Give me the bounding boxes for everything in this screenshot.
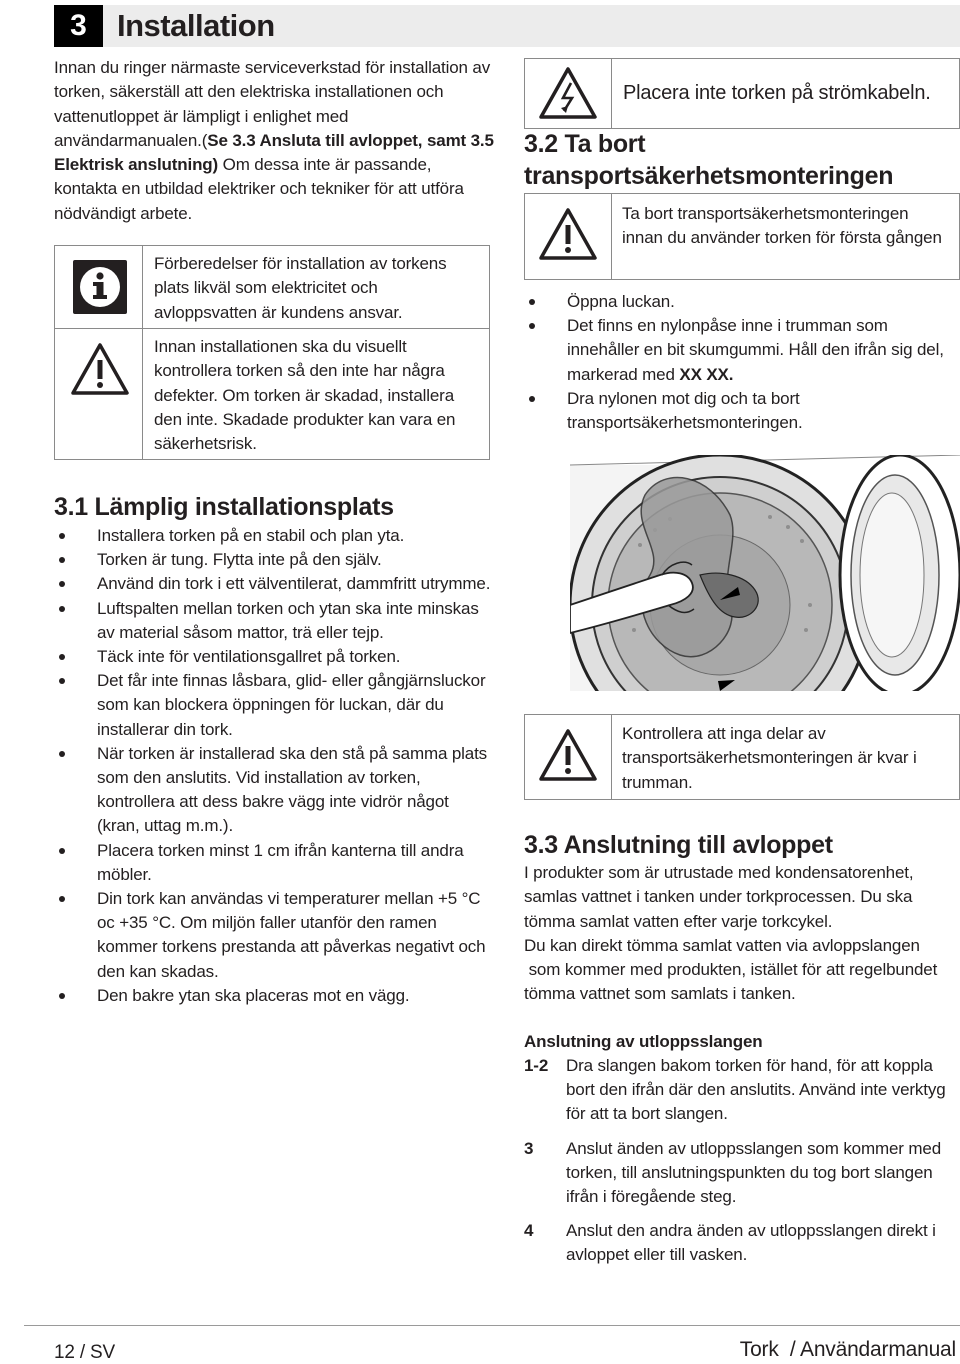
section-3-3-title: 3.3 Anslutning till avloppet: [524, 831, 833, 859]
info-warning-box: [54, 245, 490, 460]
list-item: Använd din tork i ett välventilerat, dammfritt utrymme.: [54, 572, 494, 596]
list-item: Luftspalten mellan torken och ytan ska inte minskas av material såsom mattor, trä eller tejp.: [54, 597, 494, 645]
check-parts-warning-box: [524, 714, 960, 800]
list-item-text: Dra nylonen mot dig och ta bort transportsäkerhetsmonteringen.: [567, 388, 803, 433]
step-text: Anslut änden av utloppsslangen som kommer med torken, till anslutningspunkten du tog bort slangen ifrån i föregående steg.: [566, 1138, 942, 1207]
dryer-drum-illustration: [570, 455, 960, 691]
part-marking: XX XX.: [679, 364, 734, 384]
list-item: Det får inte finnas låsbara, glid- eller gångjärnsluckor som kan blockera öppningen för luckan, där du installerar din tork.: [54, 669, 494, 742]
box-divider-vertical: [142, 246, 143, 459]
list-item: Den bakre ytan ska placeras mot en vägg.: [54, 984, 494, 1008]
section-3-2-title: 3.2 Ta bort transportsäkerhetsmonteringen: [524, 130, 894, 190]
transport-warning-box: [524, 193, 960, 280]
step-text: Anslut den andra änden av utloppsslangen direkt i avloppet eller till vasken.: [566, 1221, 936, 1265]
transport-warning-text: Ta bort transportsäkerhetsmonteringen innan du använder torken för första gången: [622, 204, 942, 248]
info-icon: [73, 260, 127, 314]
list-item: Placera torken minst 1 cm ifrån kanterna till andra möbler.: [54, 839, 494, 887]
intro-paragraph: [54, 56, 494, 226]
power-cable-warning-text: Placera inte torken på strömkabeln.: [623, 82, 931, 104]
electric-warning-icon: [539, 67, 597, 119]
list-item: När torken är installerad ska den stå på samma plats som den anslutits. Vid installation av torken, kontrollera att dess bakre vägg inte vidrör något (kran, uttag m.m.).: [54, 742, 494, 839]
step-number: 1-2: [524, 1056, 549, 1075]
footer-rule: [24, 1325, 960, 1326]
hose-connection-title: Anslutning av utloppsslangen: [524, 1032, 763, 1051]
section-3-3-paragraph-3: som kommer med produkten, istället för att regelbundet tömma vattnet som samlats i tanken.: [524, 960, 942, 1004]
box-divider-horizontal: [55, 328, 489, 329]
intro-text-1: Innan du ringer närmaste serviceverkstad för installation av torken, säkerställ att den elektriska installationen och vattenutloppet är lämpligt i enlighet med användarmanualen.(: [54, 58, 491, 150]
step-item: [524, 1219, 954, 1267]
list-item-text: Det finns en nylonpåse inne i trumman som innehåller en bit skumgummi. Håll den ifrån sig del, markerad med: [567, 316, 944, 384]
list-item: [524, 290, 944, 314]
warning-triangle-icon: [539, 208, 597, 260]
warning-box-text: Innan installationen ska du visuellt kontrollera torken så den inte har några defekter. Om torken är skadad, installera den inte. Skadade produkter kan vara en säkerhetsrisk.: [154, 337, 456, 454]
step-item: [524, 1054, 954, 1127]
intro-reference: Se 3.3 Ansluta till avloppet, samt 3.5 Elektrisk anslutning): [54, 130, 494, 175]
step-text: Dra slangen bakom torken för hand, för att koppla bort den ifrån där den anslutits. Använd inte verktyg för att ta bort slangen.: [566, 1056, 946, 1124]
list-item: [524, 314, 944, 387]
section-3-3-paragraph-1: I produkter som är utrustade med kondensatorenhet, samlas vattnet i tanken under torkprocessen. Du ska tömma samlat vatten efter varje torkcykel.: [524, 863, 914, 931]
list-item: [524, 387, 944, 435]
check-parts-warning-text: Kontrollera att inga delar av transportsäkerhetsmonteringen är kvar i trumman.: [622, 724, 917, 792]
list-item: Torken är tung. Flytta inte på den själv.: [54, 548, 494, 572]
info-box-text: Förberedelser för installation av torkens plats likväl som elektricitet och avloppsvatten är kundens ansvar.: [154, 254, 447, 322]
step-item: [524, 1137, 954, 1210]
list-item: Installera torken på en stabil och plan yta.: [54, 524, 494, 548]
section-3-1-list: [54, 524, 494, 1008]
warning-triangle-icon: [71, 343, 129, 395]
box-divider-vertical: [611, 715, 612, 799]
power-cable-warning-box: [524, 58, 960, 129]
hose-steps-list: [524, 1054, 954, 1278]
page-number: 12 / SV: [54, 1342, 115, 1363]
list-item-text: Öppna luckan.: [567, 292, 675, 311]
box-divider-vertical: [611, 194, 612, 279]
intro-text-2: Om dessa inte är passande, kontakta en utbildad elektriker och tekniker för att utföra nödvändigt arbete.: [54, 155, 464, 223]
footer-title: Tork / Användarmanual: [739, 1338, 956, 1361]
section-3-2-list: [524, 290, 944, 435]
chapter-title: Installation: [117, 8, 275, 43]
box-divider-vertical: [611, 59, 612, 128]
step-number: 3: [524, 1138, 534, 1158]
section-3-1-title: 3.1 Lämplig installationsplats: [54, 493, 394, 521]
list-item: Täck inte för ventilationsgallret på torken.: [54, 645, 494, 669]
section-3-3-paragraph-2: Du kan direkt tömma samlat vatten via avloppslangen: [524, 936, 920, 955]
list-item: Din tork kan användas vi temperaturer mellan +5 °C oc +35 °C. Om miljön faller utanför den ramen kommer torkens prestanda att påverkas negativt och den kan skadas.: [54, 887, 494, 984]
warning-triangle-icon: [539, 729, 597, 781]
chapter-number: 3: [54, 5, 103, 47]
step-number: 4: [524, 1221, 534, 1241]
